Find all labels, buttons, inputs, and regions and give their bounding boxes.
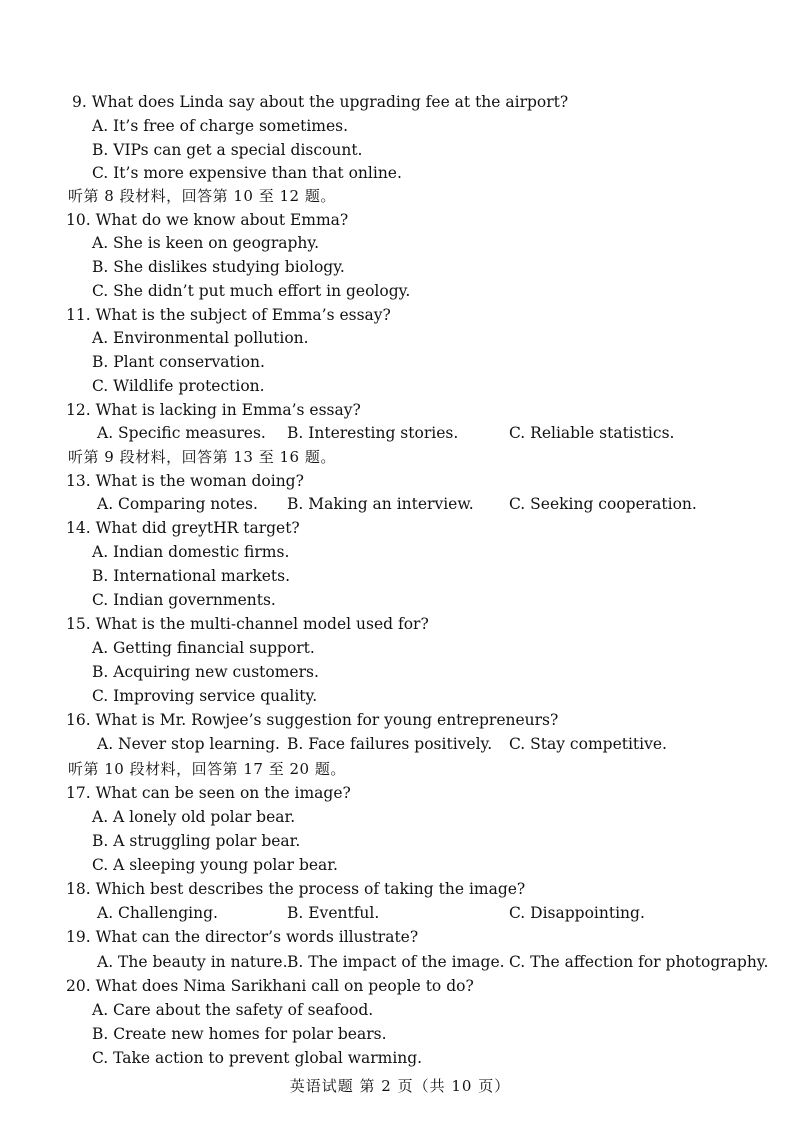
page-footer: 英语试题 第 2 页（共 10 页） — [289, 1077, 511, 1095]
answer-option: C. Disappointing. — [509, 904, 645, 922]
question-stem: 13. What is the woman doing? — [66, 472, 304, 490]
answer-option: A. A lonely old polar bear. — [92, 808, 296, 826]
answer-option: A. Care about the safety of seafood. — [92, 1001, 374, 1019]
answer-option: C. Improving service quality. — [92, 687, 318, 705]
answer-option: C. Stay competitive. — [509, 735, 667, 753]
answer-option: A. Never stop learning. — [97, 735, 280, 753]
answer-option: B. The impact of the image. — [287, 953, 505, 971]
answer-option: C. Reliable statistics. — [509, 424, 675, 442]
question-stem: 16. What is Mr. Rowjee’s suggestion for young entrepreneurs? — [66, 711, 559, 729]
question-stem: 20. What does Nima Sarikhani call on people to do? — [66, 977, 474, 995]
answer-option: A. Comparing notes. — [97, 495, 258, 513]
question-stem: 18. Which best describes the process of taking the image? — [66, 880, 526, 898]
question-stem: 12. What is lacking in Emma’s essay? — [66, 401, 361, 419]
answer-option: B. Create new homes for polar bears. — [92, 1025, 387, 1043]
answer-option: C. It’s more expensive than that online. — [92, 164, 402, 182]
answer-option: A. It’s free of charge sometimes. — [92, 117, 349, 135]
answer-option: A. Indian domestic firms. — [92, 543, 290, 561]
section-heading: 听第 10 段材料，回答第 17 至 20 题。 — [68, 760, 346, 778]
answer-option: C. Wildlife protection. — [92, 377, 265, 395]
question-stem: 14. What did greytHR target? — [66, 519, 300, 537]
question-stem: 19. What can the director’s words illustrate? — [66, 928, 419, 946]
answer-option: B. International markets. — [92, 567, 291, 585]
answer-option: A. Specific measures. — [97, 424, 266, 442]
question-stem: 17. What can be seen on the image? — [66, 784, 351, 802]
answer-option: B. Acquiring new customers. — [92, 663, 319, 681]
answer-option: B. A struggling polar bear. — [92, 832, 301, 850]
question-stem: 11. What is the subject of Emma’s essay? — [66, 306, 391, 324]
answer-option: A. The beauty in nature. — [97, 953, 288, 971]
answer-option: A. Environmental pollution. — [92, 329, 309, 347]
answer-option: A. Getting financial support. — [92, 639, 315, 657]
answer-option: B. VIPs can get a special discount. — [92, 141, 363, 159]
answer-option: C. A sleeping young polar bear. — [92, 856, 338, 874]
answer-option: B. Face failures positively. — [287, 735, 493, 753]
answer-option: A. She is keen on geography. — [92, 234, 320, 252]
answer-option: C. She didn’t put much effort in geology. — [92, 282, 411, 300]
answer-option: B. Plant conservation. — [92, 353, 265, 371]
answer-option: A. Challenging. — [97, 904, 218, 922]
answer-option: C. Take action to prevent global warming. — [92, 1049, 423, 1067]
answer-option: B. Making an interview. — [287, 495, 474, 513]
answer-option: C. Seeking cooperation. — [509, 495, 697, 513]
question-stem: 9. What does Linda say about the upgrading fee at the airport? — [72, 93, 569, 111]
question-stem: 10. What do we know about Emma? — [66, 211, 349, 229]
answer-option: B. Interesting stories. — [287, 424, 459, 442]
section-heading: 听第 9 段材料，回答第 13 至 16 题。 — [68, 448, 336, 466]
section-heading: 听第 8 段材料，回答第 10 至 12 题。 — [68, 187, 336, 205]
answer-option: B. She dislikes studying biology. — [92, 258, 345, 276]
question-stem: 15. What is the multi-channel model used for? — [66, 615, 429, 633]
answer-option: C. The affection for photography. — [509, 953, 769, 971]
answer-option: C. Indian governments. — [92, 591, 276, 609]
answer-option: B. Eventful. — [287, 904, 380, 922]
